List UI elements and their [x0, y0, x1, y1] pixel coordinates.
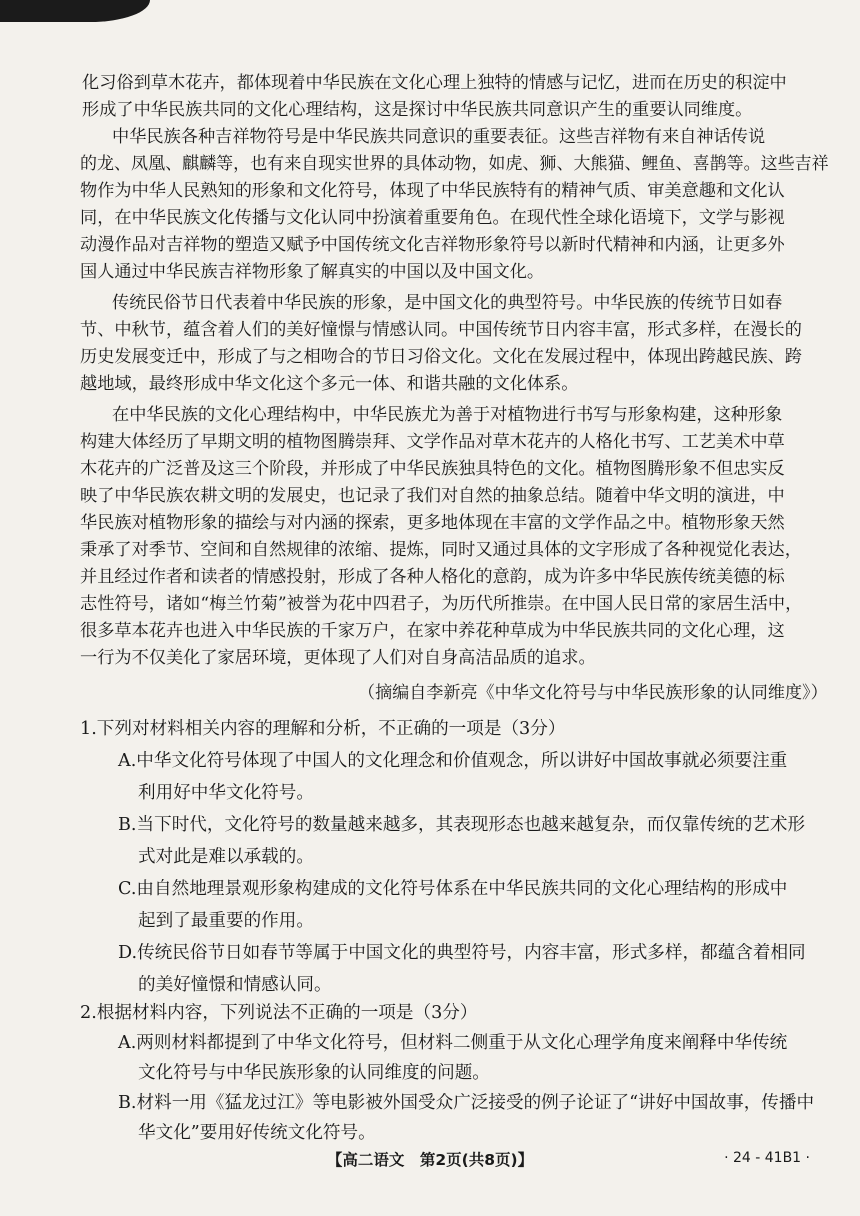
option-2b-continued: 华文化”要用好传统文化符号。	[138, 1123, 376, 1143]
passage-line: 形成了中华民族共同的文化心理结构，这是探讨中华民族共同意识产生的重要认同维度。	[82, 100, 753, 120]
passage-line: 节、中秋节，蕴含着人们的美好憧憬与情感认同。中国传统节日内容丰富，形式多样，在漫长的	[80, 320, 802, 340]
option-1c: C.由自然地理景观形象构建成的文化符号体系在中华民族共同的文化心理结构的形成中	[118, 879, 788, 899]
passage-line: 木花卉的广泛普及这三个阶段，并形成了中华民族独具特色的文化。植物图腾形象不但忠实反	[80, 459, 785, 479]
passage-line: 秉承了对季节、空间和自然规律的浓缩、提炼，同时又通过具体的文字形成了各种视觉化表达，	[80, 540, 802, 560]
passage-line: 动漫作品对吉祥物的塑造又赋予中国传统文化吉祥物形象符号以新时代精神和内涵，让更多外	[80, 235, 785, 255]
passage-line: 在中华民族的文化心理结构中，中华民族尤为善于对植物进行书写与形象构建，这种形象	[112, 405, 783, 425]
paper-code: · 24 - 41B1 ·	[724, 1150, 810, 1166]
option-1b: B.当下时代，文化符号的数量越来越多，其表现形态也越来越复杂，而仅靠传统的艺术形	[118, 815, 806, 835]
option-2a: A.两则材料都提到了中华文化符号，但材料二侧重于从文化心理学角度来阐释中华传统	[118, 1033, 788, 1053]
option-1a-continued: 利用好中华文化符号。	[138, 783, 314, 803]
option-1c-continued: 起到了最重要的作用。	[138, 911, 314, 931]
passage-line: 华民族对植物形象的描绘与对内涵的探索，更多地体现在丰富的文学作品之中。植物形象天然	[80, 513, 785, 533]
passage-line: 志性符号，诸如“梅兰竹菊”被誉为花中四君子，为历代所推崇。在中国人民日常的家居生活中，	[80, 594, 803, 614]
passage-line: 越地域，最终形成中华文化这个多元一体、和谐共融的文化体系。	[80, 374, 579, 394]
passage-line: 的龙、凤凰、麒麟等，也有来自现实世界的具体动物，如虎、狮、大熊猫、鲤鱼、喜鹊等。这些吉祥	[80, 154, 829, 174]
option-2b: B.材料一用《猛龙过江》等电影被外国受众广泛接受的例子论证了“讲好中国故事，传播中	[118, 1093, 815, 1113]
page-footer: 【高二语文 第2页(共8页)】	[326, 1151, 534, 1169]
option-1d: D.传统民俗节日如春节等属于中国文化的典型符号，内容丰富，形式多样，都蕴含着相同	[118, 943, 806, 963]
question-2-stem: 2.根据材料内容，下列说法不正确的一项是（3分）	[80, 1003, 478, 1023]
option-1a: A.中华文化符号体现了中国人的文化理念和价值观念，所以讲好中国故事就必须要注重	[118, 751, 788, 771]
source-citation: （摘编自李新亮《中华文化符号与中华民族形象的认同维度》）	[358, 683, 828, 703]
passage-line: 很多草本花卉也进入中华民族的千家万户，在家中养花种草成为中华民族共同的文化心理，这	[80, 621, 785, 641]
passage-line: 传统民俗节日代表着中华民族的形象，是中国文化的典型符号。中华民族的传统节日如春	[112, 293, 783, 313]
passage-line: 物作为中华人民熟知的形象和文化符号，体现了中华民族特有的精神气质、审美意趣和文化认	[80, 181, 785, 201]
passage-line: 中华民族各种吉祥物符号是中华民族共同意识的重要表征。这些吉祥物有来自神话传说	[112, 127, 766, 147]
passage-line: 历史发展变迁中，形成了与之相吻合的节日习俗文化。文化在发展过程中，体现出跨越民族、跨	[80, 347, 802, 367]
option-2a-continued: 文化符号与中华民族形象的认同维度的问题。	[138, 1063, 490, 1083]
passage-line: 化习俗到草木花卉，都体现着中华民族在文化心理上独特的情感与记忆，进而在历史的积淀中	[82, 73, 787, 93]
passage-line: 并且经过作者和读者的情感投射，形成了各种人格化的意韵，成为许多中华民族传统美德的标	[80, 567, 785, 587]
passage-line: 一行为不仅美化了家居环境，更体现了人们对自身高洁品质的追求。	[80, 648, 596, 668]
option-1b-continued: 式对此是难以承载的。	[138, 847, 314, 867]
passage-line: 构建大体经历了早期文明的植物图腾崇拜、文学作品对草木花卉的人格化书写、工艺美术中草	[80, 432, 785, 452]
passage-line: 国人通过中华民族吉祥物形象了解真实的中国以及中国文化。	[80, 262, 545, 282]
option-1d-continued: 的美好憧憬和情感认同。	[138, 975, 332, 995]
question-1-stem: 1.下列对材料相关内容的理解和分析，不正确的一项是（3分）	[80, 719, 566, 739]
passage-line: 同，在中华民族文化传播与文化认同中扮演着重要角色。在现代性全球化语境下，文学与影视	[80, 208, 785, 228]
passage-line: 映了中华民族农耕文明的发展史，也记录了我们对自然的抽象总结。随着中华文明的演进，中	[80, 486, 785, 506]
